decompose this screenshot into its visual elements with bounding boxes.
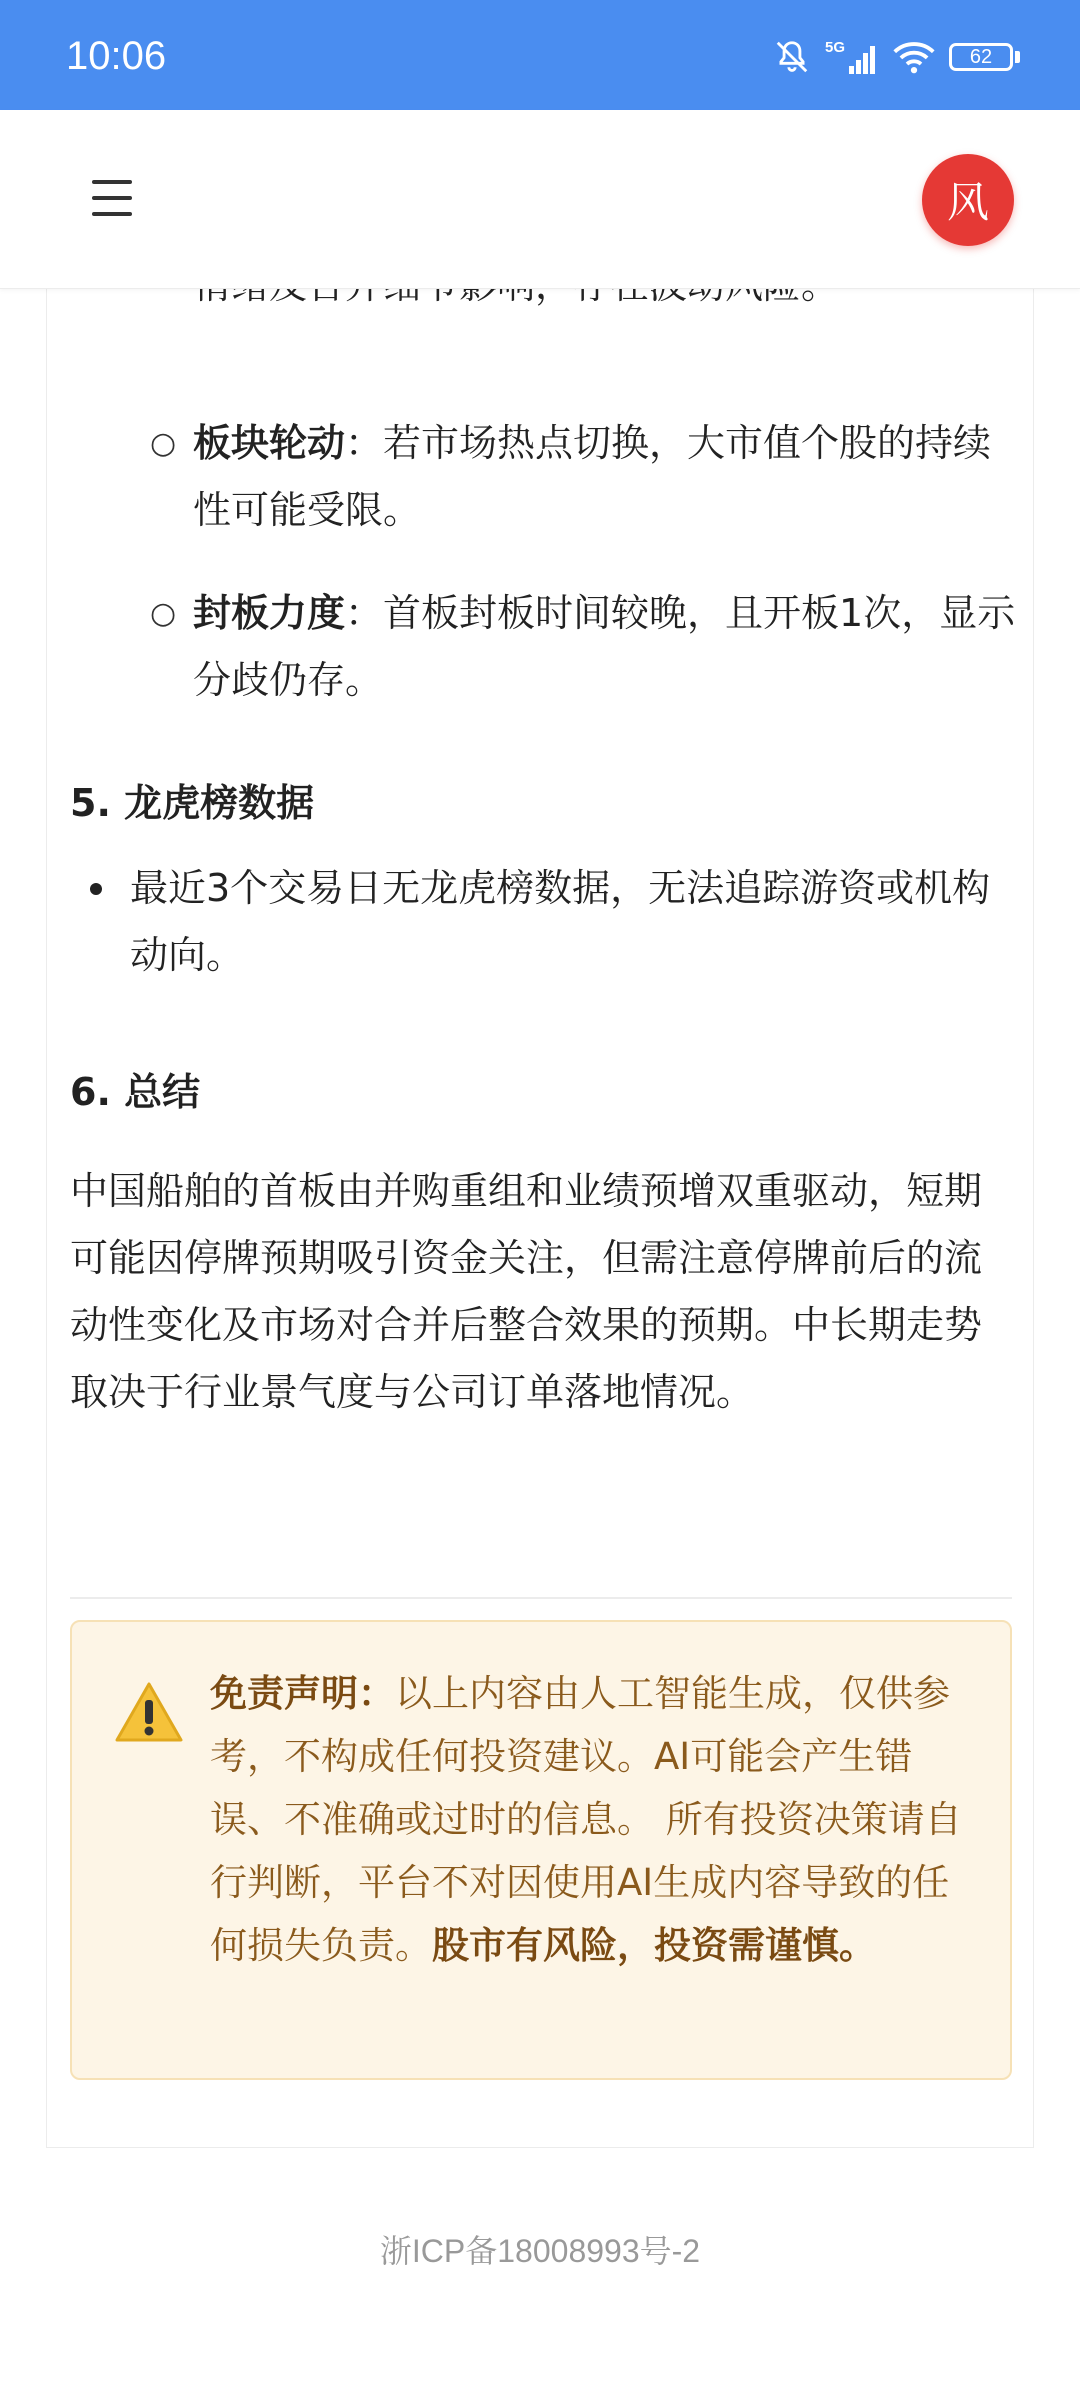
disclaimer-emphasis: 股市有风险，投资需谨慎。: [432, 1924, 876, 1967]
bell-muted-icon: [773, 38, 811, 76]
bullet-dot-icon: [90, 883, 102, 895]
disclaimer-box: [70, 1620, 1012, 2080]
divider: [70, 1597, 1012, 1599]
disclaimer-label: 免责声明：: [210, 1672, 395, 1715]
hamburger-menu-icon[interactable]: [92, 180, 132, 216]
risk-item-text: 首板封板时间较晚，且开板1次，显示分歧仍存。: [193, 591, 1016, 702]
risk-item-title: 板块轮动: [193, 421, 346, 465]
signal-icon: [825, 38, 879, 76]
avatar[interactable]: 风: [922, 154, 1014, 246]
status-time: 10:06: [66, 34, 167, 78]
list-item-text: 最近3个交易日无龙虎榜数据，无法追踪游资或机构动向。: [130, 866, 991, 977]
disclaimer-text: 免责声明：以上内容由人工智能生成，仅供参考，不构成任何投资建议。AI可能会产生错误、不准确或过时的信息。 所有投资决策请自行判断，平台不对因使用AI生成内容导致的任何损失负责。股市有风险，投资需谨慎。: [210, 1672, 962, 1967]
section-heading: 6. 总结: [70, 1070, 201, 1114]
summary-paragraph: 中国船舶的首板由并购重组和业绩预增双重驱动，短期可能因停牌预期吸引资金关注，但需注意停牌前后的流动性变化及市场对合并后整合效果的预期。中长期走势取决于行业景气度与公司订单落地情况。: [70, 1169, 983, 1414]
warning-icon: [114, 1680, 184, 1744]
network-type-label: 5G: [825, 39, 846, 56]
status-bar: [0, 0, 1080, 110]
section-heading: 5. 龙虎榜数据: [70, 781, 315, 825]
wifi-icon: [893, 39, 935, 75]
icp-footer-link[interactable]: 浙ICP备18008993号-2: [379, 2233, 701, 2269]
app-header: [0, 110, 1080, 289]
risk-item-text: 若市场热点切换，大市值个股的持续性可能受限。: [193, 421, 992, 532]
battery-indicator: [949, 43, 1020, 71]
status-icons: [773, 38, 1020, 76]
risk-item-title: 封板力度: [193, 591, 346, 635]
battery-level: 62: [949, 43, 1013, 71]
circle-bullet-icon: ○: [150, 426, 177, 461]
circle-bullet-icon: ○: [150, 596, 177, 631]
